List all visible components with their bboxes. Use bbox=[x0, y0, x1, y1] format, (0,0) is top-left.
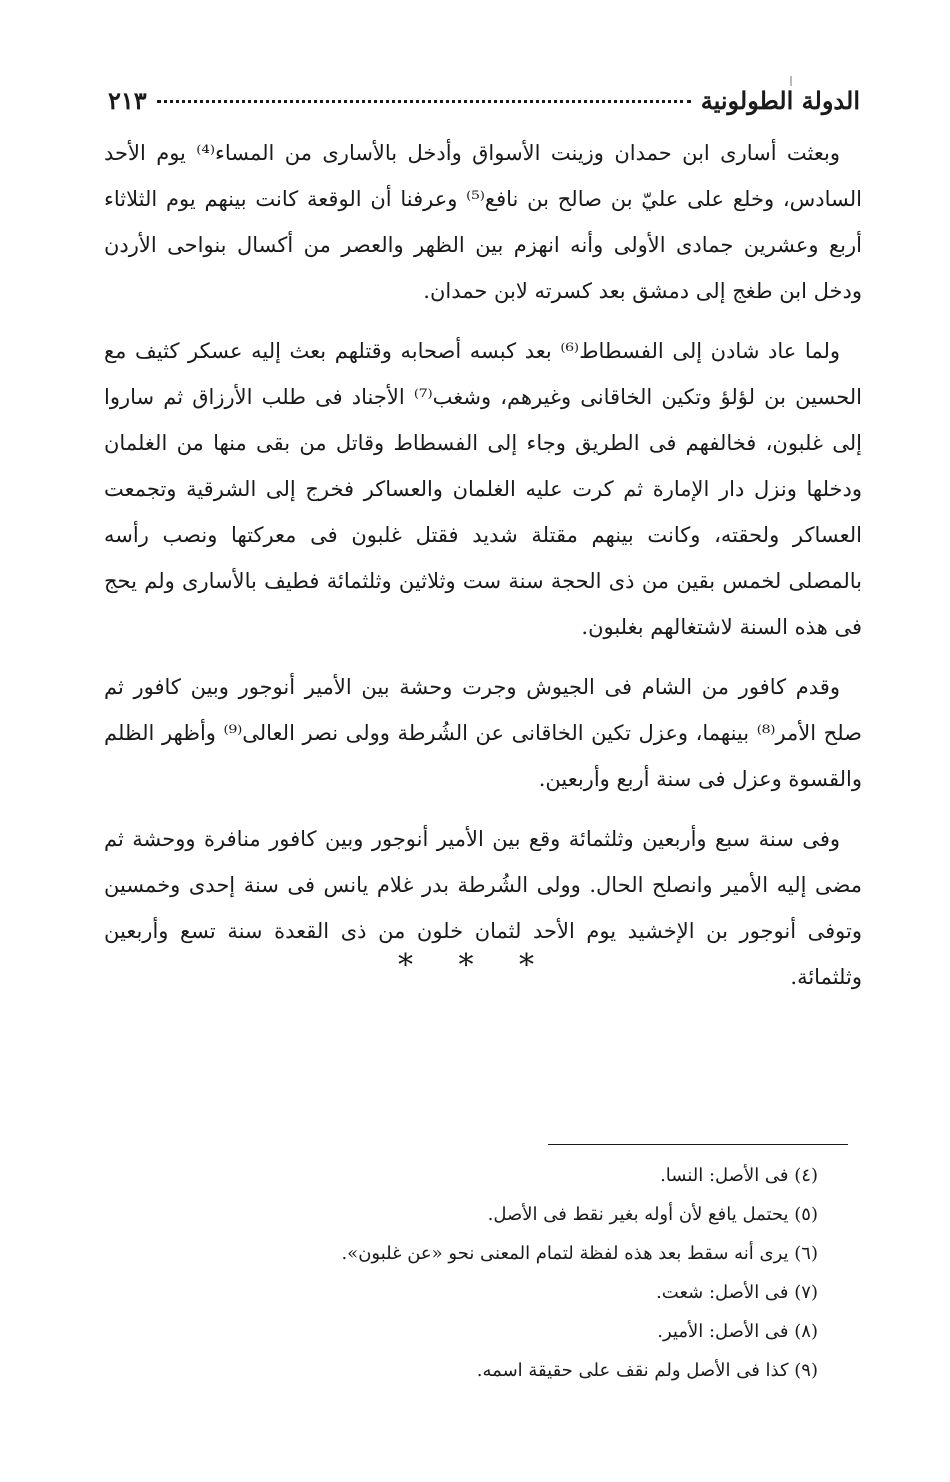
scan-mark bbox=[790, 76, 792, 86]
paragraph-3: وقدم كافور من الشام فى الجيوش وجرت وحشة بين الأمير أنوجور وبين كافور ثم صلح الأمر⁽⁸⁾ بينهما، وعزل تكين الخاقانى عن الشُرطة وولى نصر العالى⁽⁹⁾ وأظهر الظلم والقسوة وعزل فى سنة أربع وأربعين. bbox=[104, 675, 862, 791]
footnote-6: (٦) يرى أنه سقط بعد هذه لفظة لتمام المعنى نحو «عن غلبون». bbox=[341, 1243, 818, 1264]
page-number: ٢١٣ bbox=[108, 86, 147, 115]
main-text bbox=[104, 130, 862, 1014]
paragraph-2: ولما عاد شادن إلى الفسطاط⁽⁶⁾ بعد كبسه أصحابه وقتلهم بعث إليه عسكر كثيف مع الحسين بن لؤلؤ وتكين الخاقانى وغيرهم، وشغب⁽⁷⁾ الأجناد فى طلب الأرزاق ثم ساروا إلى غلبون، فخالفهم فى الطريق وجاء إلى الفسطاط وقاتل من بقى منها من الغلمان ودخلها ونزل دار الإمارة ثم كرت عليه الغلمان والعساكر فخرج إلى الشرقية وتجمعت العساكر ولحقته، وكانت بينهم مقتلة شديد فقتل غلبون فى معركتها ونصب رأسه بالمصلى لخمس بقين من ذى الحجة سنة ست وثلاثين وثلثمائة فطيف بالأسارى ولم يحج فى هذه السنة لاشتغالهم بغلبون. bbox=[104, 339, 862, 639]
dot-leader bbox=[157, 100, 691, 103]
running-header bbox=[108, 86, 860, 126]
footnote-4: (٤) فى الأصل: النسا. bbox=[660, 1165, 818, 1186]
paragraph-1: وبعثت أسارى ابن حمدان وزينت الأسواق وأدخل بالأسارى من المساء⁽⁴⁾ يوم الأحد السادس، وخلع على عليّ بن صالح بن نافع⁽⁵⁾ وعرفنا أن الوقعة كانت بينهم يوم الثلاثاء أربع وعشرين جمادى الأولى وأنه انهزم بين الظهر والعصر من أكسال بنواحى الأردن ودخل ابن طغج إلى دمشق بعد كسرته لابن حمدان. bbox=[104, 141, 862, 303]
footnote-9: (٩) كذا فى الأصل ولم نقف على حقيقة اسمه. bbox=[476, 1360, 818, 1381]
footnote-rule bbox=[548, 1144, 848, 1145]
footnote-5: (٥) يحتمل يافع لأن أوله بغير نقط فى الأصل. bbox=[487, 1204, 818, 1225]
section-separator: * * * bbox=[397, 948, 553, 983]
footnote-8: (٨) فى الأصل: الأمير. bbox=[657, 1321, 818, 1342]
paragraph-4: وفى سنة سبع وأربعين وثلثمائة وقع بين الأمير أنوجور وبين كافور منافرة ووحشة ثم مضى إليه الأمير وانصلح الحال. وولى الشُرطة بدر غلام يانس فى سنة إحدى وخمسين وتوفى أنوجور بن الإخشيد يوم الأحد لثمان خلون من ذى القعدة سنة تسع وأربعين وثلثمائة. bbox=[104, 827, 862, 989]
footnote-7: (٧) فى الأصل: شعت. bbox=[656, 1282, 818, 1303]
footnotes bbox=[200, 1156, 818, 1390]
running-title: الدولة الطولونية bbox=[700, 86, 860, 115]
